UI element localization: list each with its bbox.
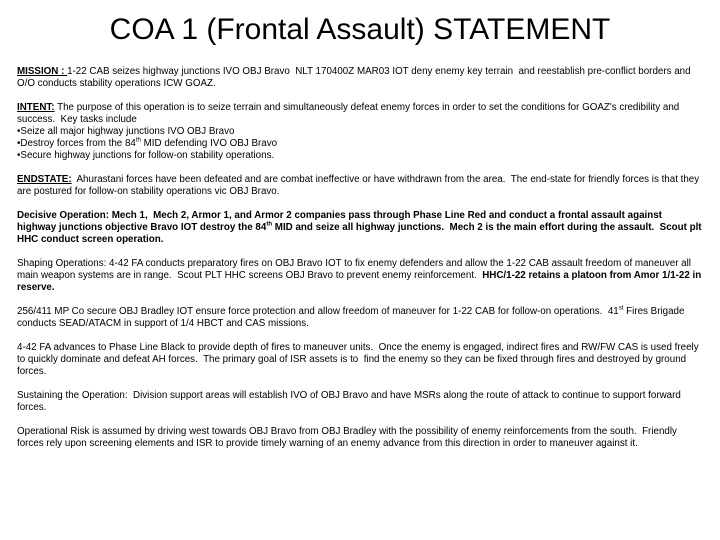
- text-segment: HHC/1-22 retains a platoon from Amor 1/1-22 in reserve.: [17, 270, 704, 293]
- text-segment: 256/411 MP Co secure OBJ Bradley IOT ensure force protection and allow freedom of maneuver for 1-22 CAB for follow-on operations. 41: [17, 306, 619, 317]
- text-segment: The purpose of this operation is to seize terrain and simultaneously defeat enemy forces in order to set the conditions for GOAZ's credibility and success. Key tasks include: [17, 102, 682, 125]
- text-segment: INTENT:: [17, 102, 55, 113]
- text-segment: MID defending IVO OBJ Bravo: [140, 138, 278, 149]
- text-segment: Decisive Operation: Mech 1, Mech 2, Armor 1, and Armor 2 companies pass through Phase Line Red and conduct a frontal assault against highway junctions objective Bravo IOT destroy the 84: [17, 210, 665, 233]
- paragraph: [17, 210, 703, 246]
- text-segment: Operational Risk is assumed by driving west towards OBJ Bravo from OBJ Bradley with the possibility of enemy reinforcements from the south. Friendly forces rely upon screening elements and ISR to provide timely warning of an enemy advance from this direction in order to maneuver against it.: [17, 426, 680, 449]
- text-segment: 4-42 FA advances to Phase Line Black to provide depth of fires to maneuver units. Once the enemy is engaged, indirect fires and RW/FW CAS is used freely to quickly dominate and defeat AH forces. The primary goal of ISR assets is to find the enemy so they can be fixed through fires and destroyed by ground forces.: [17, 342, 702, 377]
- text-segment: MISSION :: [17, 66, 68, 77]
- paragraph: [17, 426, 703, 450]
- text-segment: Shaping Operations: 4-42 FA conducts preparatory fires on OBJ Bravo IOT to fix enemy defenders and allow the 1-22 CAB assault freedom of maneuver all main weapon systems are in range. Scout PLT HHC screens OBJ Bravo to prevent enemy reinforcement.: [17, 258, 694, 281]
- paragraph: [17, 342, 703, 378]
- paragraph: [17, 306, 703, 330]
- text-segment: Ahurastani forces have been defeated and are combat ineffective or have withdrawn from the area. The end-state for friendly forces is that they are postured for follow-on stability operations vic OBJ Bravo.: [17, 174, 702, 197]
- paragraph: [17, 150, 703, 162]
- slide-body: [0, 47, 720, 450]
- text-segment: ENDSTATE:: [17, 174, 72, 185]
- paragraph: [17, 174, 703, 198]
- text-segment: Sustaining the Operation: Division support areas will establish IVO of OBJ Bravo and have MSRs along the route of attack to continue to support forward forces.: [17, 390, 684, 413]
- text-segment: •Secure highway junctions for follow-on stability operations.: [17, 150, 275, 161]
- text-segment: •Destroy forces from the 84: [17, 138, 136, 149]
- paragraph: [17, 138, 703, 150]
- paragraph: [17, 126, 703, 138]
- text-segment: Fires Brigade conducts SEAD/ATACM in support of 1/4 HBCT and CAS missions.: [17, 306, 688, 329]
- text-segment: •Seize all major highway junctions IVO OBJ Bravo: [17, 126, 235, 137]
- paragraph: [17, 390, 703, 414]
- text-segment: th: [266, 221, 273, 228]
- text-segment: th: [135, 137, 141, 144]
- text-segment: 1-22 CAB seizes highway junctions IVO OBJ Bravo NLT 170400Z MAR03 IOT deny enemy key terrain and reestablish pre-conflict borders and O/O conducts stability operations ICW GOAZ.: [17, 66, 694, 89]
- paragraph: [17, 258, 703, 294]
- paragraph: [17, 66, 703, 90]
- slide-title: COA 1 (Frontal Assault) STATEMENT: [109, 13, 611, 46]
- paragraph: [17, 102, 703, 126]
- text-segment: MID and seize all highway junctions. Mech 2 is the main effort during the assault. Scout plt HHC conduct screen operation.: [17, 222, 705, 245]
- text-segment: st: [618, 305, 624, 312]
